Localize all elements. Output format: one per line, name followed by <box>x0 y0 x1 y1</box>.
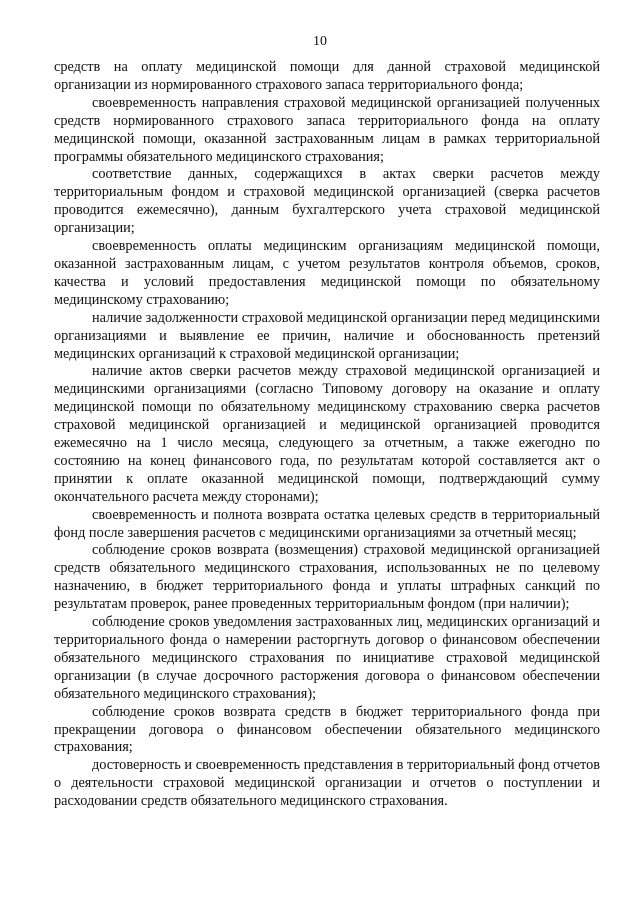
paragraph: соблюдение сроков возврата средств в бюджет территориального фонда при прекращении договора о финансовом обеспечении обязательного медицинского страхования; <box>54 703 600 756</box>
paragraph: достоверность и своевременность представления в территориальный фонд отчетов о деятельности страховой медицинской организации и отчетов о поступлении и расходовании средств обязательного медицинского страхования. <box>54 757 600 810</box>
paragraph: наличие актов сверки расчетов между страховой медицинской организацией и медицинскими организациями (согласно Типовому договору на оказание и оплату медицинской помощи по обязательному медицинскому страхованию сверка расчетов страховой медицинской организацией и медицинской организацией проводится ежемесячно на 1 число месяца, следующего за отчетным, а также ежегодно по состоянию на конец финансового года, по результатам которой составляется акт о принятии к оплате оказанной медицинской помощи, подтверждающий сумму окончательного расчета между сторонами); <box>54 363 600 505</box>
document-body <box>54 59 600 811</box>
paragraph: соблюдение сроков уведомления застрахованных лиц, медицинских организаций и территориального фонда о намерении расторгнуть договор о финансовом обеспечении обязательного медицинского страхования по инициативе страховой медицинской организации (в случае досрочного расторжения договора о финансовом обеспечении обязательного медицинского страхования); <box>54 614 600 702</box>
paragraph: соблюдение сроков возврата (возмещения) страховой медицинской организацией средств обязательного медицинского страхования, использованных не по целевому назначению, в бюджет территориального фонда и уплаты штрафных санкций по результатам проверок, ранее проведенных территориальным фондом (при наличии); <box>54 542 600 613</box>
paragraph: своевременность и полнота возврата остатка целевых средств в территориальный фонд после завершения расчетов с медицинскими организациями за отчетный месяц; <box>54 506 600 541</box>
paragraph: наличие задолженности страховой медицинской организации перед медицинскими организациями и выявление ее причин, наличие и обоснованность претензий медицинских организаций к страховой медицинской организации; <box>54 309 600 362</box>
paragraph: соответствие данных, содержащихся в актах сверки расчетов между территориальным фондом и страховой медицинской организацией (сверка расчетов проводится ежемесячно), данным бухгалтерского учета страховой медицинской организации; <box>54 166 600 237</box>
paragraph-continuation: средств на оплату медицинской помощи для данной страховой медицинской организации из нормированного страхового запаса территориального фонда; <box>54 59 600 93</box>
paragraph: своевременность направления страховой медицинской организацией полученных средств нормированного страхового запаса территориального фонда на оплату медицинской помощи, оказанной застрахованным лицам в рамках территориальной программы обязательного медицинского страхования; <box>54 94 600 165</box>
paragraph: своевременность оплаты медицинским организациям медицинской помощи, оказанной застрахованным лицам, с учетом результатов контроля объемов, сроков, качества и условий предоставления медицинской помощи по обязательному медицинскому страхованию; <box>54 238 600 308</box>
page-number: 10 <box>313 34 327 49</box>
